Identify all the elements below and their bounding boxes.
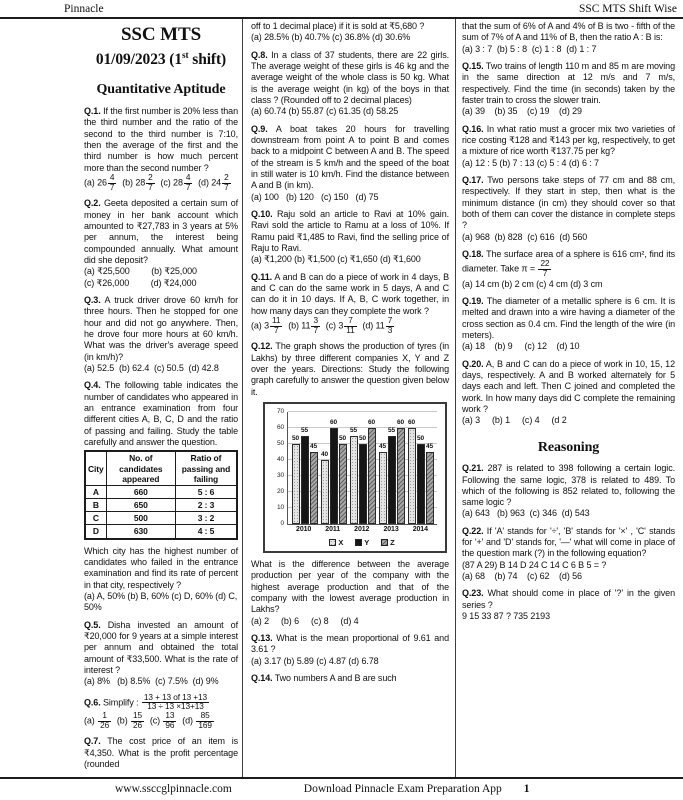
table-header-cell: Ratio of passing and failing — [175, 451, 237, 485]
options-line: (a) 8% (b) 8.5% (c) 7.5% (d) 9% — [84, 676, 219, 687]
chart-bar — [359, 444, 367, 524]
fraction: $\frac{3}{7}$ — [313, 315, 318, 335]
bar-value-label: 45 — [309, 443, 318, 451]
bar-value-label: 45 — [425, 443, 434, 451]
page-footer — [0, 777, 683, 800]
question-block — [84, 736, 238, 770]
header-title-right: SSC MTS Shift Wise — [578, 3, 677, 15]
fraction: $\frac{11}{7}$ — [272, 315, 281, 335]
options-line: (a) 26 $\frac{4}{7}$ (b) 28 $\frac{2}{7}$ (c) 28 $\frac{4}{7}$ (d) 24 $\frac{2}{7}$ — [84, 173, 229, 192]
question-text: Q.11. A and B can do a piece of work in 4 days, B and C can do the same work in 5 days, A and C can do it in 10 days. If A, B, C work together, in how many days can they complete the work ? — [251, 271, 449, 316]
y-axis-tick-label: 50 — [276, 439, 284, 447]
question-block — [462, 588, 675, 622]
chart-bar-column — [292, 436, 300, 524]
question-block — [462, 526, 675, 583]
options-line: (a) 60.74 (b) 55.87 (c) 61.35 (d) 58.25 — [251, 106, 399, 117]
chart-bar — [397, 428, 405, 524]
chart-bar-group — [321, 420, 347, 524]
table-header-cell: City — [85, 451, 106, 485]
question-text: Q.18. The surface area of a sphere is 616 cm², find its diameter. Take π = $\frac{22}{7}$ — [462, 248, 675, 278]
options-line: (a) $\frac{1}{26}$ (b) $\frac{15}{26}$ (c) $\frac{13}{96}$ (d) $\frac{85}{169}$ — [84, 710, 212, 730]
fraction: $\frac{13}{96}$ — [165, 710, 175, 730]
document-title: SSC MTS — [120, 24, 202, 45]
chart-gridline — [288, 411, 437, 412]
question-block — [251, 673, 449, 684]
question-text: that the sum of 6% of A and 4% of B is two - fifth of the sum of 7% of A and 11% of B, then the ratio A : B is: — [462, 21, 675, 43]
bar-value-label: 60 — [407, 419, 416, 427]
options-line: (a) 28.5% (b) 40.7% (c) 36.8% (d) 30.6% — [251, 32, 411, 43]
chart-bar-column — [350, 428, 358, 524]
options-line: (a) ₹1,200 (b) ₹1,500 (c) ₹1,650 (d) ₹1,600 — [251, 254, 421, 265]
chart-plot-wrap — [276, 407, 437, 527]
fraction: $\frac{4}{7}$ — [109, 173, 115, 192]
y-axis-tick-label: 10 — [276, 503, 284, 511]
section-heading: Reasoning — [537, 439, 600, 455]
bar-value-label: 50 — [358, 435, 367, 443]
footer-app-text: Download Pinnacle Exam Preparation App — [303, 783, 502, 795]
question-block — [462, 359, 675, 427]
table-cell: B — [85, 499, 106, 512]
options-line: (a) A, 50% (b) B, 60% (c) D, 60% (d) C, 50% — [84, 590, 240, 613]
bar-value-label: 55 — [387, 427, 396, 435]
chart-bar — [301, 436, 309, 524]
question-block — [251, 272, 449, 336]
fraction: $\frac{22}{7}$ — [540, 259, 550, 278]
y-axis-tick-label: 30 — [276, 471, 284, 479]
x-axis-tick-label: 2011 — [325, 525, 341, 533]
bar-value-label: 60 — [367, 419, 376, 427]
table-cell: 500 — [106, 512, 175, 525]
options-line: (a) 18 (b) 9 (c) 12 (d) 10 — [462, 341, 580, 352]
chart-bar-group — [379, 420, 405, 524]
options-line: (a) 68 (b) 74 (c) 62 (d) 56 — [462, 571, 582, 582]
question-text: Q.22. If 'A' stands for '÷', 'B' stands for '×' , 'C' stands for '+' and 'D' stands for, '—' what will come in place of the question mark (?) in the following equation? — [462, 525, 675, 559]
bar-value-label: 50 — [416, 435, 425, 443]
question-block — [251, 50, 449, 118]
question-block — [251, 633, 449, 667]
options-line: (a) 100 (b) 120 (c) 150 (d) 75 — [251, 191, 379, 202]
x-axis-tick-label: 2012 — [354, 525, 370, 533]
chart-bar — [321, 460, 329, 524]
table-cell: 650 — [106, 499, 175, 512]
chart-bar-column — [339, 436, 347, 524]
footer-website: www.ssccglpinnacle.com — [115, 783, 232, 795]
options-line: (a) 14 cm (b) 2 cm (c) 4 cm (d) 3 cm — [462, 278, 603, 289]
question-text: Q.7. The cost price of an item is ₹4,350. What is the profit percentage (rounded — [84, 736, 238, 769]
table-cell: 3 : 2 — [175, 512, 237, 525]
options-line: (a) ₹25,500 (b) ₹25,000 — [84, 266, 197, 277]
table-cell: 4 : 5 — [175, 525, 237, 539]
table-header-row — [85, 451, 237, 485]
question-block — [462, 124, 675, 169]
chart-bar — [339, 444, 347, 524]
question-block — [462, 21, 675, 55]
question-text: (87 A 29) B 14 D 24 C 14 C 6 B 5 = ? — [462, 559, 607, 570]
data-table — [84, 450, 238, 539]
question-text: What is the difference between the average production per year of the company with the highest average production and that of the company with the lowest average production in Lakhs? — [251, 559, 449, 615]
x-axis-tick-label: 2013 — [383, 525, 399, 533]
options-line: (a) 3 : 7 (b) 5 : 8 (c) 1 : 8 (d) 1 : 7 — [462, 43, 597, 54]
question-block — [462, 61, 675, 118]
question-block — [84, 380, 238, 448]
column-1 — [0, 19, 242, 777]
table-row — [85, 485, 237, 498]
table-cell: A — [85, 485, 106, 498]
chart-bar — [408, 428, 416, 524]
chart-bar-column — [426, 444, 434, 524]
question-block — [84, 295, 238, 374]
legend-swatch — [329, 539, 336, 546]
question-text: Q.8. In a class of 37 students, there are 22 girls. The average weight of these girls is 46 kg and the average weight of the whole class is 50 kg. What is the average weight (in kg) of the boys in that class ? (Rounded off to 2 decimal places) — [251, 49, 449, 105]
chart-bar — [292, 444, 300, 524]
question-text: Q.15. Two trains of length 110 m and 85 m are moving in the same direction at 12 m/s and 7 m/s, respectively. Find the time (in seconds) taken by the faster train to cross the slower train. — [462, 60, 675, 105]
chart-bar-column — [397, 420, 405, 524]
chart-bar-group — [292, 428, 318, 524]
bar-value-label: 50 — [291, 435, 300, 443]
question-block — [84, 198, 238, 289]
header-brand: Pinnacle — [64, 3, 104, 15]
question-block — [462, 175, 675, 243]
options-line: (a) 3.17 (b) 5.89 (c) 4.87 (d) 6.78 — [251, 655, 379, 666]
question-text: Which city has the highest number of candidates who failed in the entrance examination and find its rate of percent in that city, respectively ? — [84, 545, 238, 590]
bar-value-label: 40 — [320, 451, 329, 459]
table-cell: D — [85, 525, 106, 539]
fraction: $\frac{4}{7}$ — [185, 173, 191, 192]
fraction: $\frac{7}{3}$ — [387, 315, 393, 335]
section-heading: Quantitative Aptitude — [96, 82, 226, 98]
fraction: $\frac{15}{26}$ — [133, 710, 143, 730]
chart-bar — [330, 428, 338, 524]
question-block — [84, 546, 238, 614]
question-text: off to 1 decimal place) if it is sold at ₹5,680 ? — [251, 21, 425, 31]
column-3 — [456, 19, 683, 777]
legend-swatch — [355, 539, 362, 546]
bar-value-label: 60 — [329, 419, 338, 427]
chart-bar-column — [359, 436, 367, 524]
legend-item — [355, 538, 369, 547]
chart-bar-column — [388, 428, 396, 524]
question-text: Q.20. A, B and C can do a piece of work in 10, 15, 12 days, respectively. A and B worked alternately for 5 days each and left. Then C joined and completed the work. In how many days did C complete the remaining work ? — [462, 358, 675, 414]
column-2 — [243, 19, 455, 777]
question-block — [251, 209, 449, 266]
question-text: Q.17. Two persons take steps of 77 cm and 88 cm, respectively. If they start in step, then what is the minimum distance (in cm) they should cover so that both of them can cover the distance in complete steps ? — [462, 174, 675, 231]
page-header — [0, 0, 683, 19]
question-block — [251, 21, 449, 44]
table-row — [85, 499, 237, 512]
chart-bar-column — [330, 420, 338, 524]
question-block — [84, 694, 238, 731]
chart-bar-column — [301, 428, 309, 524]
chart-bar-column — [379, 444, 387, 524]
options-line: (a) 12 : 5 (b) 7 : 13 (c) 5 : 4 (d) 6 : 7 — [462, 157, 599, 168]
question-block — [462, 249, 675, 290]
bar-value-label: 45 — [378, 443, 387, 451]
bar-value-label: 50 — [338, 435, 347, 443]
x-axis-labels — [287, 525, 437, 535]
legend-label: Y — [364, 537, 370, 547]
chart-bar-column — [321, 452, 329, 524]
chart-bar — [368, 428, 376, 524]
question-text: Q.13. What is the mean proportional of 9.61 and 3.61 ? — [251, 633, 449, 655]
question-text: Q.16. In what ratio must a grocer mix two varieties of rice costing ₹128 and ₹143 per kg, respectively, to get a mixture of rice worth ₹137.75 per kg? — [462, 123, 675, 157]
chart-legend — [287, 538, 437, 547]
options-line: (a) 2 (b) 6 (c) 8 (d) 4 — [251, 615, 359, 626]
x-axis-tick-label: 2014 — [412, 525, 428, 533]
chart-bar-group — [350, 420, 376, 524]
fraction: $\frac{13 + 13 of 13 +13}{13 \div 13 \times 13+13}$ — [143, 692, 208, 712]
options-line: (a) 3 $\frac{11}{7}$ (b) 11 $\frac{3}{7}$ (c) 3 $\frac{7}{11}$ (d) 11 $\frac{7}{3}$ — [251, 315, 393, 335]
options-line: (c) ₹26,000 (d) ₹24,000 — [84, 277, 197, 288]
table-cell: 2 : 3 — [175, 499, 237, 512]
table-row — [85, 525, 237, 539]
document-subtitle: 01/09/2023 (1st shift) — [95, 50, 227, 68]
chart-bar-column — [417, 436, 425, 524]
footer-page-number: 1 — [523, 783, 530, 795]
bar-value-label: 55 — [349, 427, 358, 435]
question-text: Q.9. A boat takes 20 hours for travelling downstream from point A to point B and comes back to a midpoint C between A and B. The speed of the stream is 5 km/h and the speed of the boat in still water is 10 km/h. Find the distance between A and B (in km). — [251, 123, 449, 191]
chart-bar-group — [408, 420, 434, 524]
table-row — [85, 512, 237, 525]
options-line: (a) 643 (b) 963 (c) 346 (d) 543 — [462, 508, 590, 519]
question-text: Q.19. The diameter of a metallic sphere is 6 cm. It is melted and drawn into a wire having a diameter of the cross section as 0.4 cm. Find the length of the wire (in meters). — [462, 295, 675, 340]
options-line: (a) 3 (b) 1 (c) 4 (d 2 — [462, 415, 567, 426]
legend-swatch — [381, 539, 388, 546]
question-text: Q.10. Raju sold an article to Ravi at 10% gain. Ravi sold the article to Ramu at a loss of 10%. If Ramu paid ₹1,485 to Ravi, find the selling price of Raju to Ravi. — [251, 208, 449, 253]
chart-bar — [350, 436, 358, 524]
y-axis-tick-label: 70 — [276, 407, 284, 415]
legend-label: Z — [390, 537, 395, 547]
table-cell: 5 : 6 — [175, 485, 237, 498]
legend-item — [329, 538, 343, 547]
question-block — [251, 559, 449, 627]
question-block — [84, 620, 238, 688]
y-axis-tick-label: 0 — [280, 519, 284, 527]
bar-value-label: 55 — [300, 427, 309, 435]
question-text: Q.3. A truck driver drove 60 km/h for three hours. Then he stopped for one hour and did not go anywhere. Then, he drove four more hours at 60 km/h. What was the driver's average speed (in km/h)? — [84, 295, 238, 362]
content-columns — [0, 19, 683, 777]
options-line: (a) 968 (b) 828 (c) 616 (d) 560 — [462, 231, 588, 242]
chart-plot-area — [287, 412, 437, 525]
question-text: Q.23. What should come in place of '?' in the given series ? — [462, 588, 675, 610]
question-block — [462, 463, 675, 520]
question-block — [251, 124, 449, 203]
legend-label: X — [338, 537, 344, 547]
question-block — [84, 106, 238, 192]
chart-bar-column — [310, 444, 318, 524]
fraction: $\frac{85}{169}$ — [198, 710, 212, 730]
chart-bar — [310, 452, 318, 524]
chart-bar — [417, 444, 425, 524]
fraction: $\frac{2}{7}$ — [148, 173, 153, 192]
question-text: Q.5. Disha invested an amount of ₹20,000 for 9 years at a simple interest per annum and obtained the total amount of ₹33,500. What is the rate of interest ? — [84, 619, 238, 675]
y-axis-tick-label: 20 — [276, 487, 284, 495]
options-line: (a) 39 (b) 35 (c) 19 (d) 29 — [462, 106, 582, 117]
options-line: (a) 52.5 (b) 62.4 (c) 50.5 (d) 42.8 — [84, 363, 219, 374]
bar-value-label: 60 — [396, 419, 405, 427]
question-text: Q.21. 287 is related to 398 following a certain logic. Following the same logic, 378 is related to 489. To which of the following is 852 related to, following the same logic ? — [462, 463, 675, 508]
question-block — [462, 296, 675, 353]
question-text: Q.2. Geeta deposited a certain sum of money in her bank account which amounted to ₹27,783 in 3 years at 5% per annum, the interest being compounded annually. What amount did she deposit? — [84, 198, 238, 266]
chart-bar — [379, 452, 387, 524]
question-text: Q.4. The following table indicates the number of candidates who appeared in an entrance examination from four different cities A, B, C, D and the ratio of passing and failing. Study the table carefully and answer the question. — [84, 380, 238, 447]
table-cell: 630 — [106, 525, 175, 539]
question-text: Q.12. The graph shows the production of tyres (in Lakhs) by three different companies X, Y and Z over the years. Directions: Study the following graph carefully to answer the question given below it. — [251, 341, 449, 397]
table-header-cell: No. of candidates appeared — [106, 451, 175, 485]
fraction: $\frac{1}{26}$ — [100, 710, 110, 730]
fraction: $\frac{7}{11}$ — [346, 315, 355, 335]
question-text: Q.14. Two numbers A and B are such — [251, 673, 397, 684]
y-axis-tick-label: 40 — [276, 455, 284, 463]
legend-item — [381, 538, 394, 547]
chart-bar-column — [368, 420, 376, 524]
table-cell: 660 — [106, 485, 175, 498]
chart-bar — [388, 436, 396, 524]
chart-bar-column — [408, 420, 416, 524]
x-axis-tick-label: 2010 — [296, 525, 312, 533]
question-text: Q.6. Simplify : $\frac{13 + 13 of 13 +13}{13 \div 13 \times 13+13}$ — [84, 692, 208, 712]
fraction: $\frac{2}{7}$ — [224, 173, 229, 192]
bar-chart — [263, 402, 447, 553]
question-text: 9 15 33 87 ? 735 2193 — [462, 611, 550, 622]
table-cell: C — [85, 512, 106, 525]
question-block — [251, 341, 449, 398]
y-axis-tick-label: 60 — [276, 423, 284, 431]
question-text: Q.1. If the first number is 20% less than the third number and the ratio of the second to the third number is 7:10, then the average of the first and the third number is how much percent more than the second number ? — [84, 106, 238, 173]
chart-bar — [426, 452, 434, 524]
